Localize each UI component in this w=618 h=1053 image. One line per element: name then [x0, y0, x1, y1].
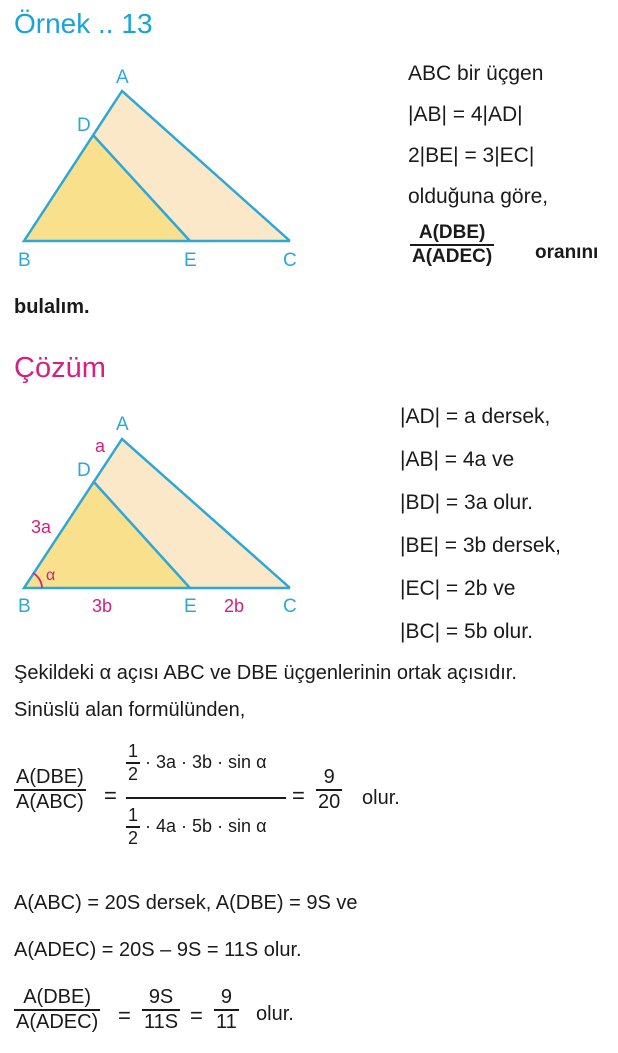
- eq1-top-half-num: 1: [128, 741, 139, 761]
- step-line-1: |AD| = a dersek,: [400, 405, 551, 428]
- eq2-middle-numerator: 9S: [148, 986, 174, 1008]
- eq2-result: [214, 986, 239, 1034]
- area-difference-line: A(ADEC) = 20S – 9S = 11S olur.: [14, 939, 302, 961]
- step-line-4: |BE| = 3b dersek,: [400, 534, 561, 557]
- label-length-3a: 3a: [31, 517, 52, 537]
- label-length-2b: 2b: [224, 596, 245, 616]
- example-triangle-figure: [0, 60, 330, 280]
- eq1-result-numerator: 9: [323, 766, 335, 788]
- eq2-lhs-denominator: A(ADEC): [16, 1011, 99, 1033]
- ratio-fraction: [410, 222, 494, 268]
- eq2-lhs: [14, 986, 100, 1034]
- example-closing: bulalım.: [14, 296, 90, 318]
- ratio-fraction-box: [410, 222, 494, 268]
- ratio-numerator: A(DBE): [418, 222, 486, 243]
- given-line-1: ABC bir üçgen: [408, 62, 544, 85]
- eq1-result: [316, 766, 342, 814]
- eq2-middle-denominator: 11S: [144, 1011, 179, 1033]
- eq1-top-half: [126, 741, 140, 785]
- eq2-middle-fraction: [142, 986, 180, 1034]
- label-c: C: [283, 250, 297, 271]
- label-alpha: α: [46, 567, 56, 584]
- eq2-middle: [142, 986, 180, 1034]
- label-d: D: [77, 460, 91, 481]
- eq1-bot-half-num: 1: [128, 805, 139, 825]
- eq1-bot-half: [126, 805, 140, 849]
- solution-title: Çözüm: [14, 352, 106, 384]
- label-c: C: [283, 596, 297, 617]
- label-b: B: [18, 596, 31, 617]
- solution-triangle-figure: [0, 400, 330, 620]
- label-e: E: [184, 596, 197, 617]
- eq1-lhs-numerator: A(DBE): [16, 766, 84, 788]
- eq1-top-expression: · 3a · 3b · sin α: [145, 751, 267, 772]
- label-length-3b: 3b: [92, 596, 113, 616]
- eq1-result-fraction: [316, 766, 342, 814]
- label-e: E: [184, 250, 197, 271]
- eq1-equals-1: =: [104, 783, 117, 808]
- eq1-main-bar: [126, 797, 286, 799]
- eq2-lhs-numerator: A(DBE): [23, 986, 92, 1008]
- eq1-lhs-denominator: A(ABC): [16, 791, 84, 813]
- label-d: D: [77, 115, 91, 136]
- eq2-lhs-fraction: [14, 986, 100, 1034]
- step-line-3: |BD| = 3a olur.: [400, 491, 533, 514]
- eq1-bot-half-den: 2: [128, 828, 139, 848]
- eq1-big-fraction: [126, 741, 286, 861]
- eq1-top-term: [126, 741, 266, 785]
- eq1-bottom-term: [126, 805, 266, 849]
- eq2-suffix: olur.: [256, 1003, 294, 1025]
- eq1-lhs-fraction: [14, 766, 86, 814]
- eq1-lhs: [14, 766, 86, 814]
- eq2-result-denominator: 11: [216, 1011, 237, 1033]
- given-line-2: |AB| = 4|AD|: [408, 103, 523, 126]
- label-length-a: a: [95, 436, 106, 456]
- eq1-suffix: olur.: [362, 787, 400, 809]
- paragraph-sine-formula: Sinüslü alan formülünden,: [14, 699, 246, 721]
- step-line-5: |EC| = 2b ve: [400, 577, 516, 600]
- label-a: A: [116, 67, 129, 88]
- eq1-result-denominator: 20: [318, 791, 341, 813]
- given-line-3: 2|BE| = 3|EC|: [408, 144, 535, 167]
- given-line-4: olduğuna göre,: [408, 185, 549, 208]
- eq1-top-half-den: 2: [128, 764, 139, 784]
- step-line-6: |BC| = 5b olur.: [400, 620, 533, 643]
- example-title: Örnek .. 13: [14, 8, 153, 39]
- label-a: A: [116, 414, 129, 435]
- eq1-equals-2: =: [292, 783, 305, 808]
- eq2-result-fraction: [214, 986, 239, 1034]
- eq2-result-numerator: 9: [220, 986, 232, 1008]
- ratio-suffix: oranını: [535, 242, 599, 263]
- eq2-equals-1: =: [118, 1003, 131, 1028]
- step-line-2: |AB| = 4a ve: [400, 448, 515, 471]
- ratio-denominator: A(ADEC): [412, 246, 493, 267]
- label-b: B: [18, 250, 31, 271]
- eq2-equals-2: =: [190, 1003, 203, 1028]
- area-definition-line: A(ABC) = 20S dersek, A(DBE) = 9S ve: [14, 892, 358, 914]
- paragraph-common-angle: Şekildeki α açısı ABC ve DBE üçgenlerinin ortak açısıdır.: [14, 662, 517, 684]
- eq1-bottom-expression: · 4a · 5b · sin α: [145, 815, 267, 836]
